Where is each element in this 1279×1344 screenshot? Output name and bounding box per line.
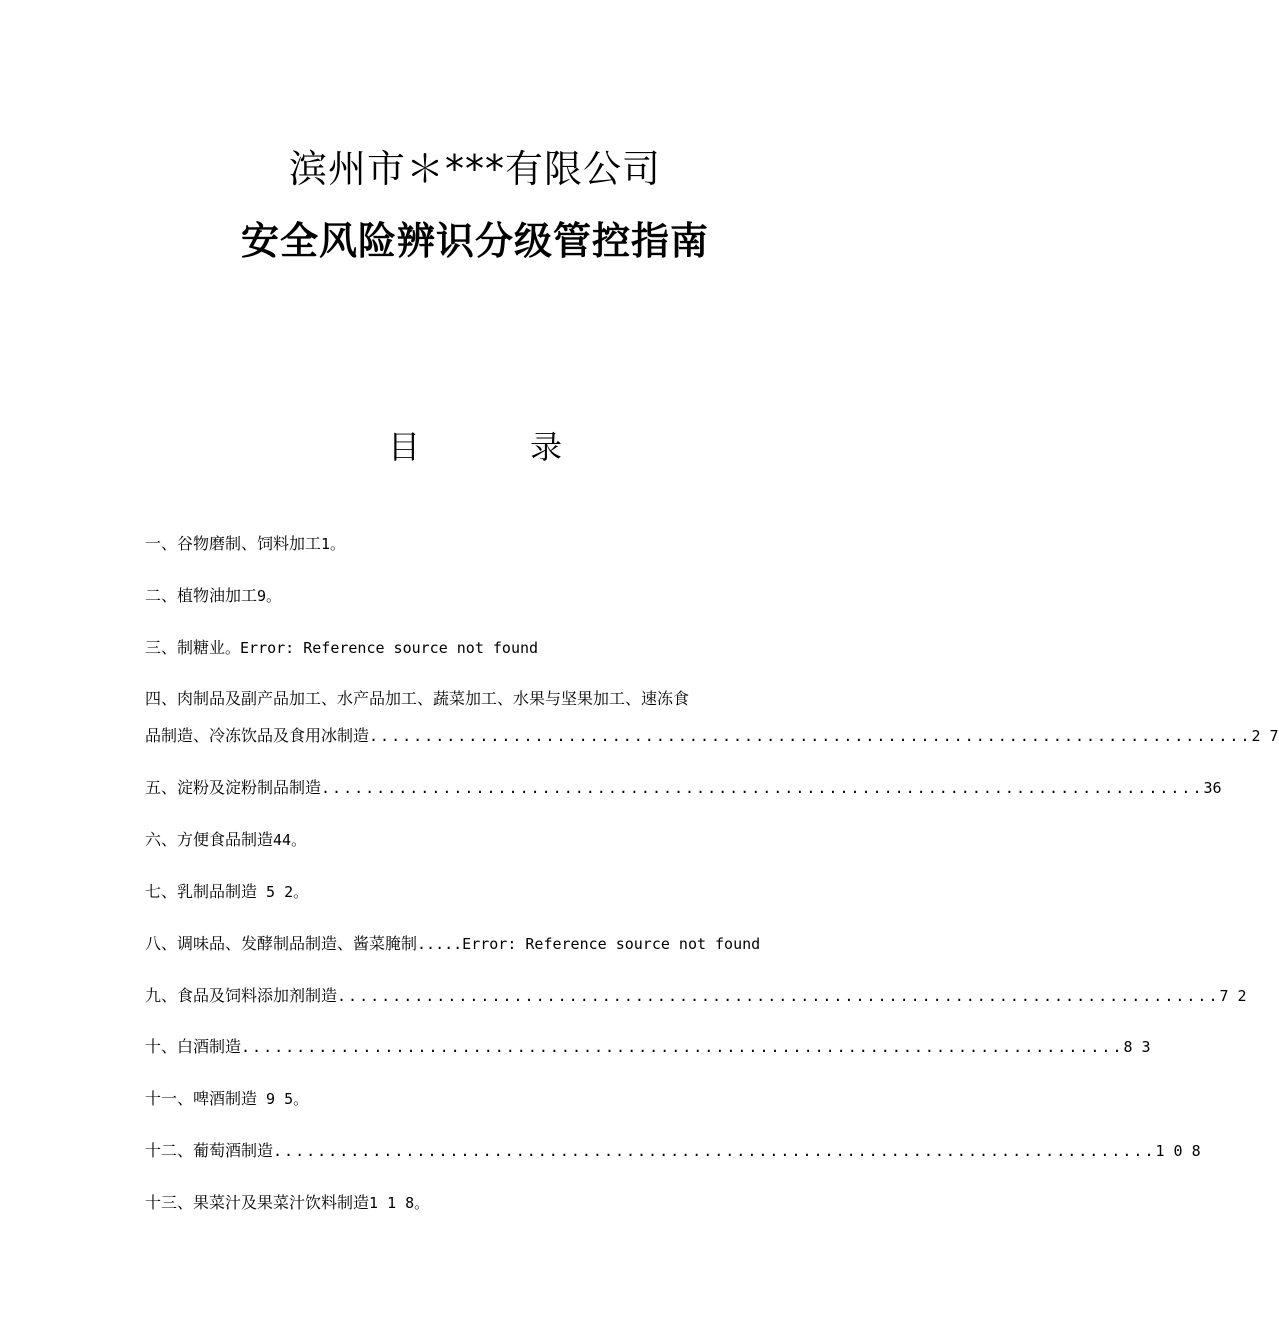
toc-heading [0,422,950,468]
toc-entry-10[interactable]: 十、白酒制造 ................................................................................ 8 3 [145,1034,842,1060]
page-number: 8 3 [1123,1038,1151,1056]
toc-entry-5[interactable]: 五、淀粉及淀粉制品制造 ................................................................................ 36 [145,775,842,801]
toc-entry-8[interactable]: 八、调味品、发酵制品制造、酱菜腌制.....Error: Reference source not found [145,934,761,953]
toc-entry-1[interactable]: 一、谷物磨制、饲料加工1。 [145,534,346,553]
leader-dots: ................................................................................ [273,1142,1156,1160]
toc-entry-4-continued[interactable]: 品制造、冷冻饮品及食用冰制造 ................................................................................ 2 7 [145,723,842,749]
document-title: 安全风险辨识分级管控指南 [240,219,709,263]
leader-dots: ................................................................................ [369,727,1252,745]
leader-dots: ................................................................................ [337,987,1220,1005]
toc-entry-11[interactable]: 十一、啤酒制造 9 5。 [145,1089,309,1108]
company-name: 滨州市＊***有限公司 [288,147,661,191]
toc-entry-7[interactable]: 七、乳制品制造 5 2。 [145,882,309,901]
leader-dots: ................................................................................ [241,1038,1124,1056]
toc-entry-2[interactable]: 二、植物油加工9。 [145,586,282,605]
page-number: 7 2 [1219,987,1247,1005]
toc-entry-13[interactable]: 十三、果菜汁及果菜汁饮料制造1 1 8。 [145,1193,430,1212]
toc-entry-6[interactable]: 六、方便食品制造44。 [145,830,307,849]
page-number: 36 [1203,779,1222,797]
page-number: 1 0 8 [1155,1142,1201,1160]
toc-entry-9[interactable]: 九、食品及饲料添加剂制造 ................................................................................ 7 2 [145,983,842,1009]
toc-heading-left: 目 [387,428,420,466]
leader-dots: ................................................................................ [321,779,1204,797]
toc-entry-12[interactable]: 十二、葡萄酒制造 ................................................................................ 1 0 8 [145,1138,842,1164]
toc-entry-4[interactable]: 四、肉制品及副产品加工、水产品加工、蔬菜加工、水果与坚果加工、速冻食 [145,689,690,708]
toc-heading-right: 录 [530,428,563,466]
page-number: 2 7 [1251,727,1279,745]
toc-entry-3[interactable]: 三、制糖业。Error: Reference source not found [145,638,539,657]
